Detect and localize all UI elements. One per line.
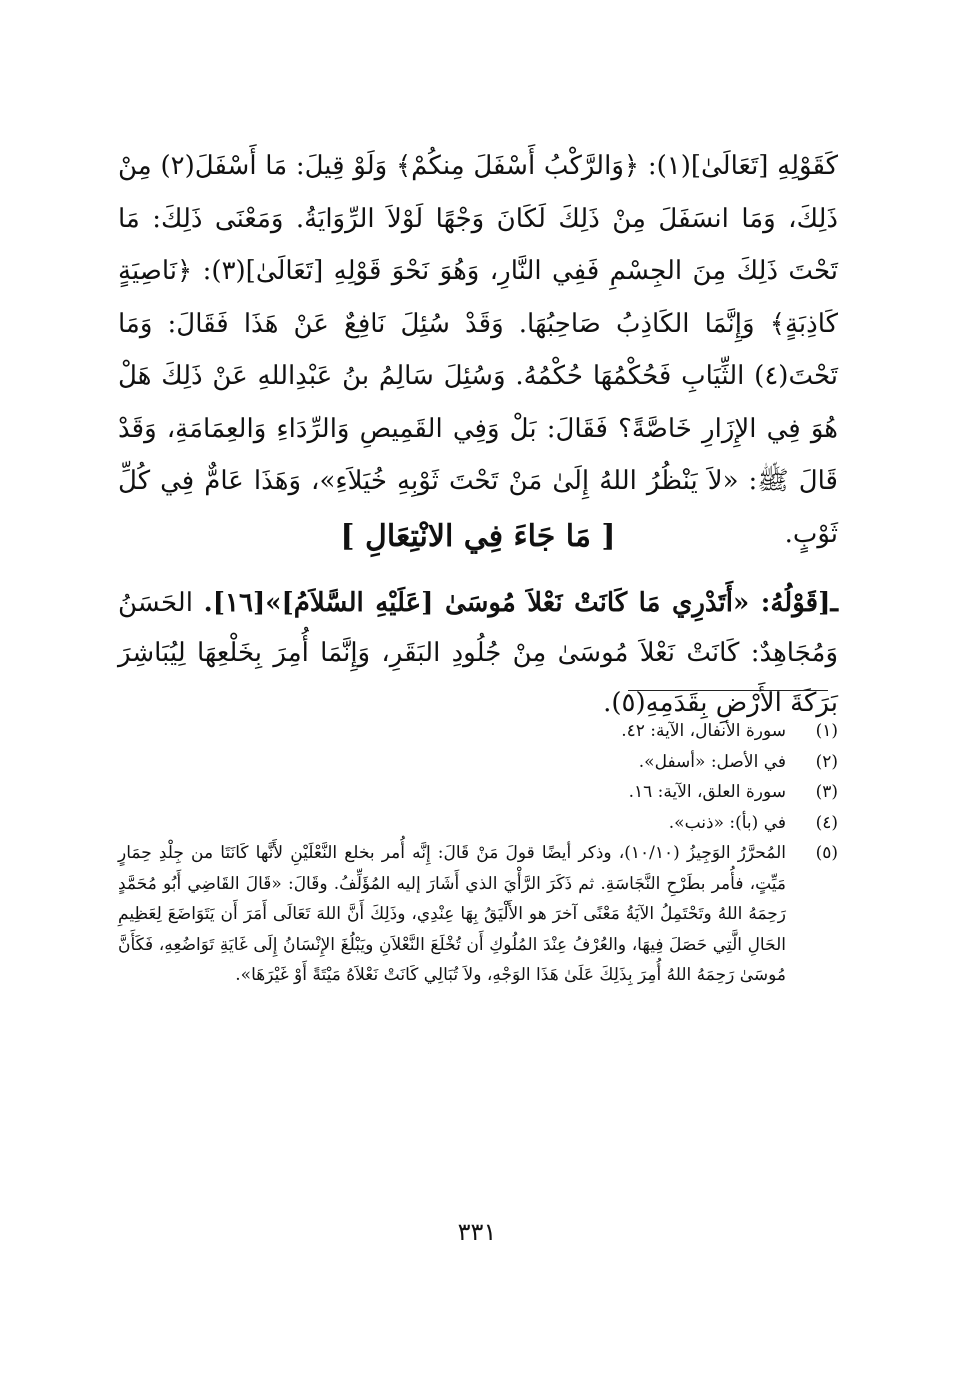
- footnote-text: في (بأ): «ذنب».: [668, 812, 786, 833]
- footnotes-list: [118, 716, 838, 991]
- footnote-text: سورة الأنفال، الآية: ٤٢.: [621, 721, 786, 741]
- footnote-text: المُحرَّرُ الوَجِيزُ (١٠/١٠)، وذكر أيضًا قولَ مَنْ قَالَ: إِنَّه أُمر بخلع النَّعْلَيْنِ لأَنَّها كَانَتَا من جِلْدِ حِمَارٍ مَيِّتٍ، فأُمر بطَرْحِ النَّجَاسَةِ. ثم ذَكَرَ الرَّأْيَ الذي أَشَارَ إليه المُؤَلِّفُ. وقَالَ: «قَالَ القَاضِي أَبُو مُحَمَّدٍ رَحِمَهُ اللهُ وتَحْتَمِلُ الآيَةُ مَعْنًى آخرَ هو الأَلْيَقُ بِهَا عِنْدِي، وذَلِكَ أَنَّ اللهَ تَعَالَى أَمَرَ أَن يَتَوَاضَعَ لِعَظِيمِ الحَالِ الَّتِي حَصَلَ فِيهَا، والعُرْفُ عِنْدَ المُلُوكِ أَن تُخْلَعَ النَّعْلاَنِ ويَبْلُغَ الإِنْسَانُ إِلَى غَايَةِ تَوَاضُعِهِ، فَكَأَنَّ مُوسَىٰ رَحِمَهُ اللهُ أُمِرَ بِذَلِكَ عَلَىٰ هَذَا الوَجْهِ، ولاَ تُبَالِي كَانَتْ نَعْلاَهُ مَيْتَةً أَوْ غَيْرَهَا».: [118, 843, 787, 985]
- quoted-hadith: ـ[قَوْلُهُ: «أَتَدْرِي مَا كَانَتْ نَعْلاَ مُوسَىٰ [عَلَيْهِ السَّلاَمُ]»[١٦].: [203, 588, 838, 618]
- page-number: ٣٣١: [457, 1218, 497, 1246]
- section-paragraph: [118, 578, 838, 728]
- footnote-number: (٤): [815, 812, 838, 833]
- footnote-3: [118, 777, 838, 808]
- main-paragraph: كَقَوْلِهِ [تَعَالَىٰ](١): ﴿وَالرَّكْبُ أَسْفَلَ مِنكُمْ﴾ وَلَوْ قِيلَ: مَا أَسْفَلَ(٢) مِنْ ذَلِكَ، وَمَا انسَفَلَ مِنْ ذَلِكَ لَكَانَ وَجْهًا لَوْلاَ الرِّوَايَةُ. وَمَعْنَى ذَلِكَ: مَا تَحْتَ ذَلِكَ مِنَ الجِسْمِ فَفِي النَّارِ، وَهُوَ نَحْوَ قَوْلِهِ [تَعَالَىٰ](٣): ﴿نَاصِيَةٍ كَاذِبَةٍ﴾ وَإِنَّمَا الكَاذِبُ صَاحِبُهَا. وَقَدْ سُئِلَ نَافِعٌ عَنْ هَذَا فَقَالَ: وَمَا تَحْتَ(٤) الثِّيَابِ فَحُكْمُهَا حُكْمُهُ. وَسُئِلَ سَالِمُ بنُ عَبْدِاللهِ عَنْ ذَلِكَ هَلْ هُوَ فِي الإِزَارِ خَاصَّةً؟ فَقَالَ: بَلْ وَفِي القَمِيصِ وَالرِّدَاءِ وَالعِمَامَةِ، وَقَدْ قَالَ ﷺ: «لاَ يَنْظُرُ اللهُ إِلَىٰ مَنْ تَحْتَ ثَوْبِهِ خُيَلاَءِ»، وَهَذَا عَامٌّ فِي كُلِّ ثَوْبٍ.: [118, 151, 838, 549]
- footnote-5: [118, 838, 838, 991]
- section-heading: [ مَا جَاءَ فِي الانْتِعَالِ ]: [340, 519, 616, 554]
- footnote-number: (١): [815, 721, 838, 741]
- commentary-text: الحَسَنُ وَمُجَاهِدٌ: كَانَتْ نَعْلاَ مُوسَىٰ مِنْ جُلُودِ البَقَرِ، وَإِنَّمَا أُمِرَ بِخَلْعِهَا لِيُبَاشِرَ بَرَكَةَ الأَرْضِ بِقَدَمِهِ(٥).: [118, 588, 838, 718]
- footnote-number: (٣): [815, 782, 838, 802]
- footnote-separator: [628, 690, 828, 691]
- footnote-number: (٥): [815, 843, 838, 863]
- footnote-text: سورة العلق، الآية: ١٦.: [628, 782, 786, 802]
- footnote-4: [118, 808, 838, 839]
- footnote-number: (٢): [815, 751, 838, 772]
- footnote-1: [118, 716, 838, 747]
- footnote-text: في الأصل: «أسفل».: [638, 751, 786, 772]
- footnote-2: [118, 747, 838, 778]
